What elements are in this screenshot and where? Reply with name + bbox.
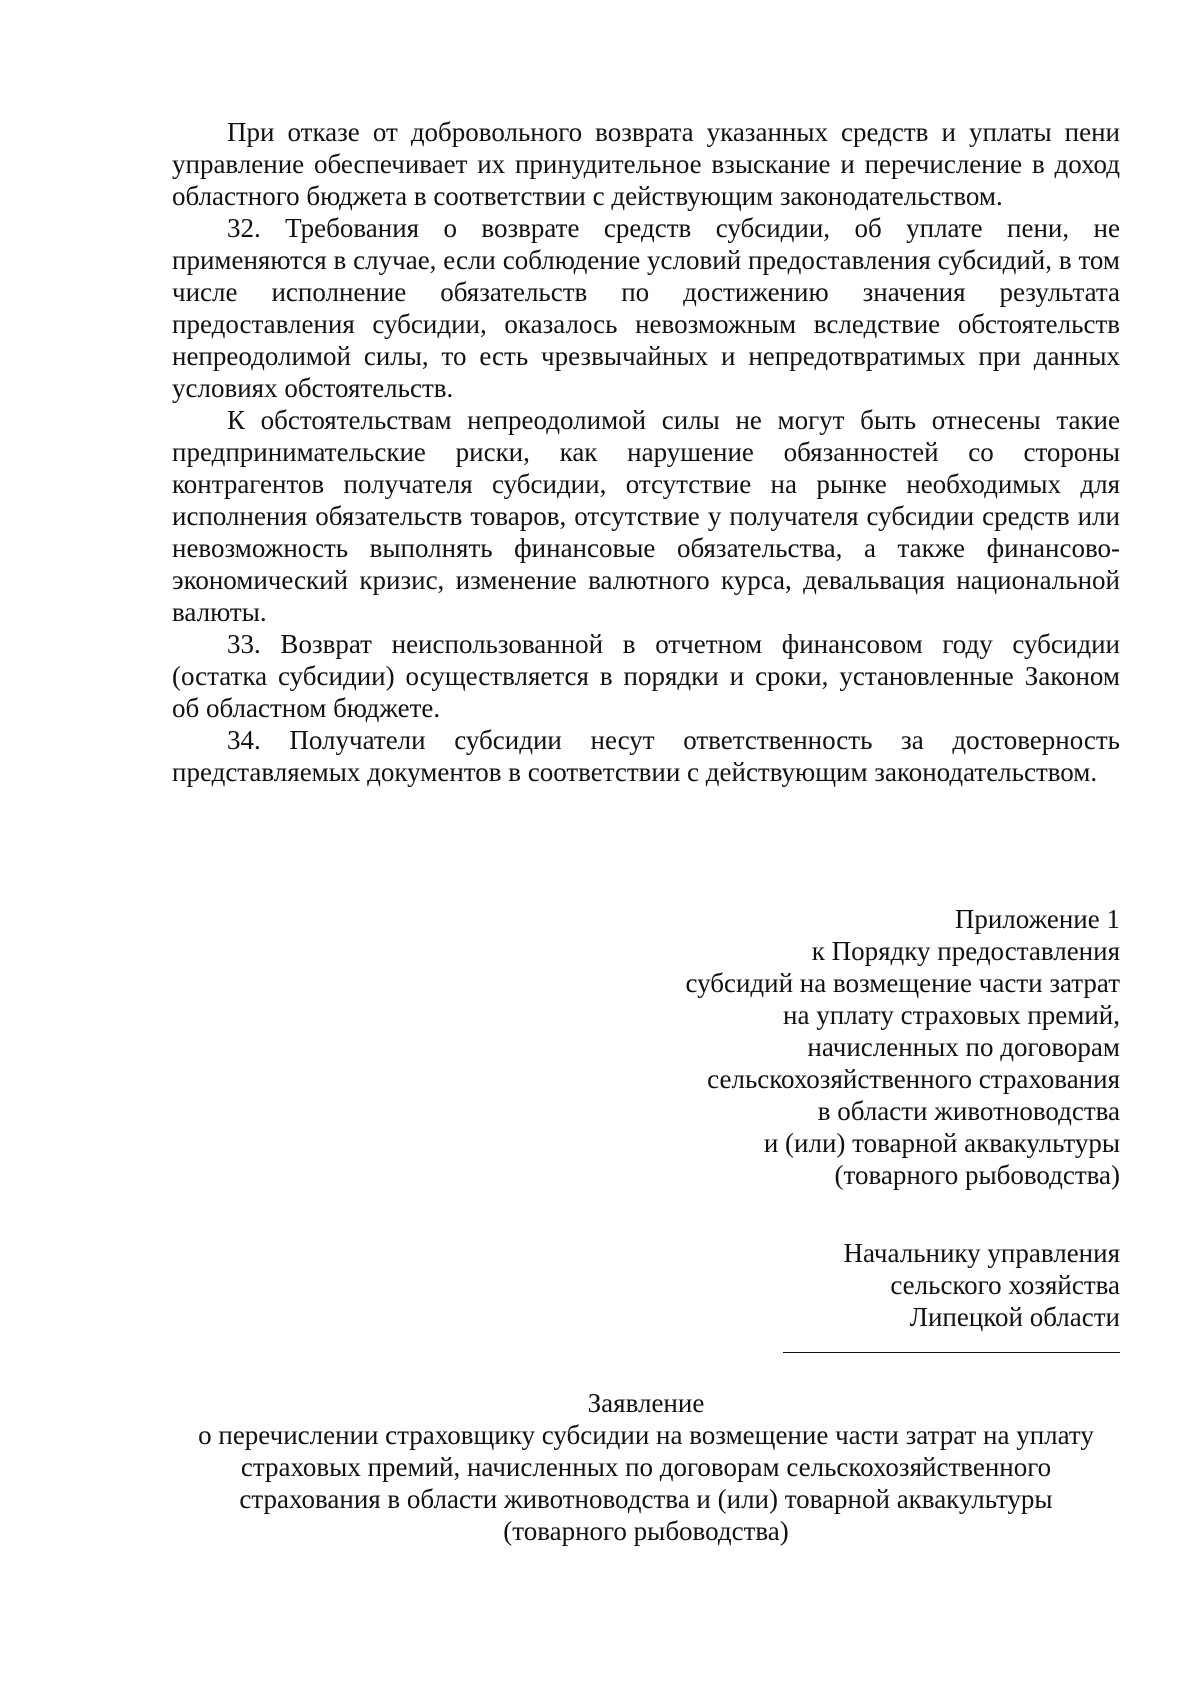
blank-fill-line (783, 1352, 1120, 1353)
document-body (172, 116, 1120, 788)
addressee-line: Липецкой области (909, 1302, 1120, 1332)
addressee-line: сельского хозяйства (890, 1270, 1120, 1300)
statement-subtitle-line: страховых премий, начисленных по договорам сельскохозяйственного (240, 1452, 1052, 1482)
paragraph: При отказе от добровольного возврата указанных средств и уплаты пени управление обеспечивает их принудительное взыскание и перечисление в доход областного бюджета в соответствии с действующим законодательством. (172, 117, 1120, 211)
appendix-line: в области животноводства (817, 1096, 1120, 1126)
addressee-block (844, 1237, 1120, 1333)
appendix-line: субсидий на возмещение части затрат (685, 968, 1120, 998)
appendix-line: сельскохозяйственного страхования (707, 1064, 1120, 1094)
appendix-header (685, 903, 1120, 1191)
paragraph: 33. Возврат неиспользованной в отчетном финансовом году субсидии (остатка субсидии) осуществляется в порядки и сроки, установленные Законом об областном бюджете. (172, 629, 1120, 723)
appendix-line: начисленных по договорам (807, 1032, 1120, 1062)
statement-subtitle-line: страхования в области животноводства и (или) товарной аквакультуры (239, 1484, 1053, 1514)
statement-subtitle-line: (товарного рыбоводства) (503, 1516, 789, 1546)
appendix-line: к Порядку предоставления (811, 936, 1120, 966)
paragraph: 32. Требования о возврате средств субсидии, об уплате пени, не применяются в случае, если соблюдение условий предоставления субсидий, в том числе исполнение обязательств по достижению значения результата предоставления субсидии, оказалось невозможным вследствие обстоятельств непреодолимой силы, то есть чрезвычайных и непредотвратимых при данных условиях обстоятельств. (172, 213, 1120, 403)
paragraph: К обстоятельствам непреодолимой силы не могут быть отнесены такие предпринимательские риски, как нарушение обязанностей со стороны контрагентов получателя субсидии, отсутствие на рынке необходимых для исполнения обязательств товаров, отсутствие у получателя субсидии средств или невозможность выполнять финансовые обязательства, а также финансово-экономический кризис, изменение валютного курса, девальвация национальной валюты. (172, 405, 1120, 627)
paragraph: 34. Получатели субсидии несут ответственность за достоверность представляемых документов в соответствии с действующим законодательством. (172, 725, 1120, 787)
statement-heading (172, 1387, 1120, 1547)
addressee-line: Начальнику управления (843, 1238, 1120, 1268)
statement-title: Заявление (587, 1388, 705, 1418)
statement-subtitle-line: о перечислении страховщику субсидии на возмещение части затрат на уплату (198, 1420, 1094, 1450)
appendix-line: и (или) товарной аквакультуры (763, 1128, 1120, 1158)
appendix-title: Приложение 1 (954, 904, 1120, 934)
appendix-line: (товарного рыбоводства) (834, 1160, 1120, 1190)
appendix-line: на уплату страховых премий, (783, 1000, 1120, 1030)
